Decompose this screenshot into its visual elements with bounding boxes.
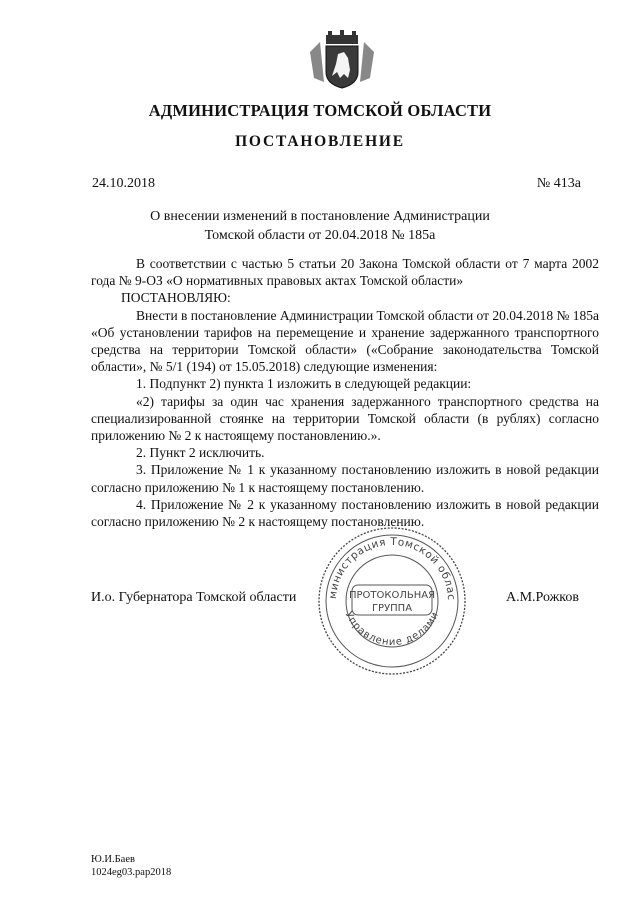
document-footer (91, 853, 171, 879)
stamp-bottom-text: Управление делами (342, 609, 442, 649)
organization-title: АДМИНИСТРАЦИЯ ТОМСКОЙ ОБЛАСТИ (148, 101, 492, 120)
stamp-inner-line: ПРОТОКОЛЬНАЯ (348, 590, 436, 601)
footer-author: Ю.И.Баев (91, 854, 135, 865)
item-3: 3. Приложение № 1 к указанному постановлению изложить в новой редакции согласно приложению № 1 к настоящему постановлению. (91, 462, 599, 495)
document-subject (120, 207, 520, 245)
document-type-title: ПОСТАНОВЛЕНИЕ (235, 133, 405, 150)
document-date: 24.10.2018 (92, 176, 155, 191)
item-1-quote: «2) тарифы за один час хранения задержанного транспортного средства на специализированной стоянке на территории Томской области (в рублях) согласно приложению № 2 к настоящему постановлению.». (91, 393, 599, 444)
stamp-seal-icon (316, 525, 468, 677)
emblem-left-branch (310, 42, 324, 82)
stamp-inner-line: ГРУППА (371, 603, 413, 614)
official-stamp (316, 525, 468, 677)
coat-of-arms-emblem (302, 30, 382, 90)
signer-position: И.о. Губернатора Томской области (91, 590, 297, 605)
preamble-paragraph: В соответствии с частью 5 статьи 20 Закона Томской области от 7 марта 2002 года № 9-ОЗ «О нормативных правовых актах Томской области» (91, 256, 599, 289)
item-4: 4. Приложение № 2 к указанному постановлению изложить в новой редакции согласно приложению № 2 к настоящему постановлению. (91, 496, 599, 530)
document-number: № 413а (536, 176, 581, 191)
tomsk-oblast-coat-of-arms-icon (302, 30, 382, 90)
decree-word: ПОСТАНОВЛЯЮ: (121, 290, 231, 306)
stamp-outer-text: министрация Томской облас (326, 535, 458, 601)
emblem-right-branch (360, 42, 374, 82)
signer-name: А.М.Рожков (505, 590, 579, 605)
svg-text:Управление делами (343, 610, 442, 648)
document-body (91, 255, 599, 530)
item-2: 2. Пункт 2 исключить. (136, 445, 265, 461)
item-1: 1. Подпункт 2) пункта 1 изложить в следующей редакции: (136, 376, 472, 392)
subject-line: О внесении изменений в постановление Администрации (150, 209, 490, 224)
subject-line: Томской области от 20.04.2018 № 185а (204, 228, 436, 243)
footer-file-code: 1024eg03.pap2018 (91, 867, 172, 878)
intro-paragraph: Внести в постановление Администрации Томской области от 20.04.2018 № 185а «Об установлении тарифов на перемещение и хранение задержанного транспортного средства на территории Томской области» («Собрание законодательства Томской области», № 5/1 (194) от 15.05.2018) следующие изменения: (91, 307, 600, 375)
